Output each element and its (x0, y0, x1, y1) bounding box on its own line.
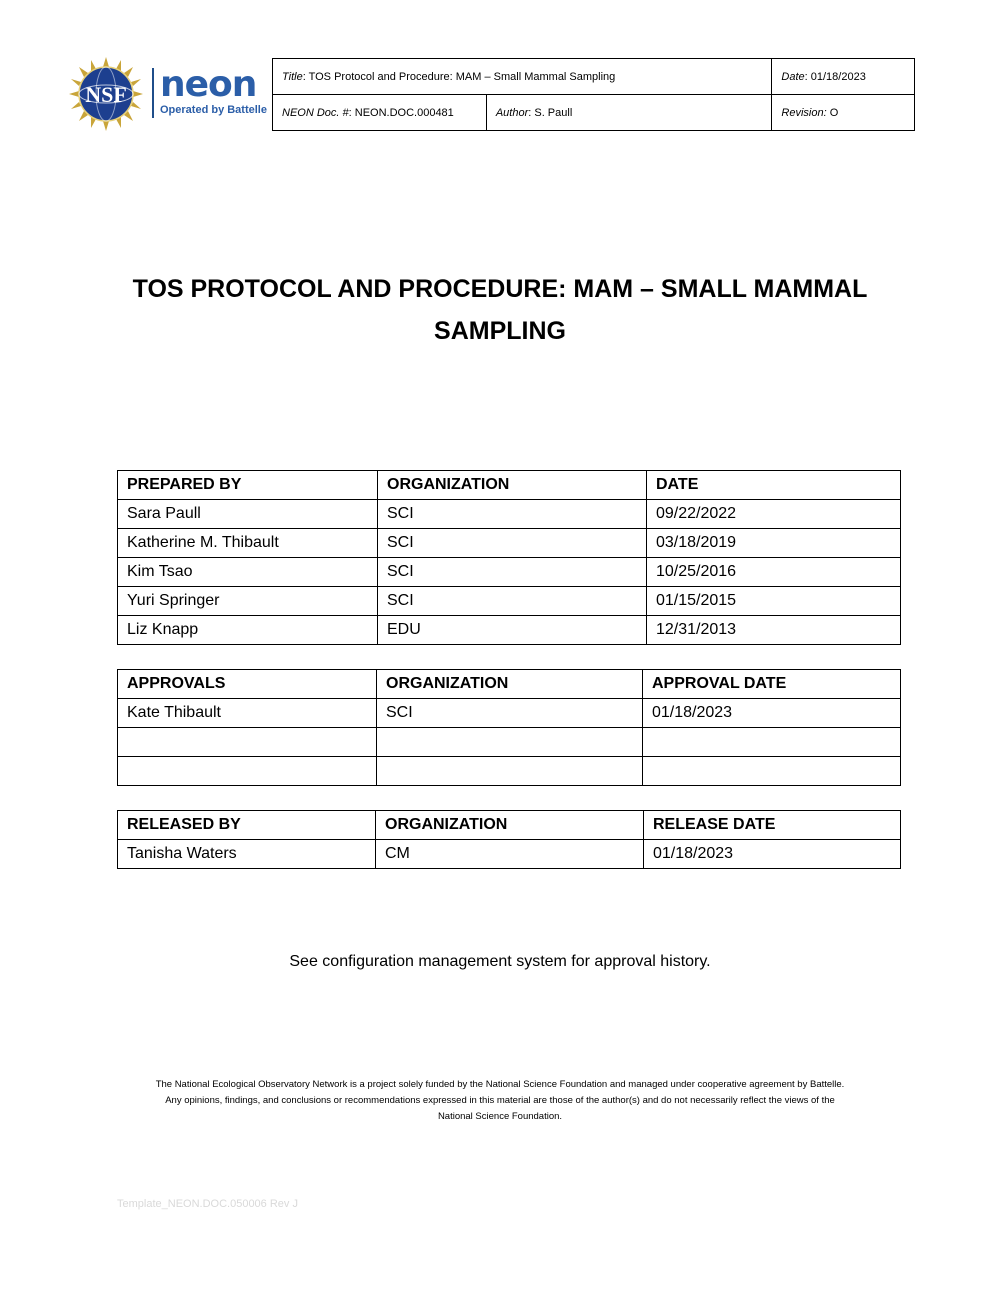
header-revision-value: O (826, 106, 839, 119)
header-author-cell (486, 95, 772, 131)
header-author-label: Author (495, 106, 529, 119)
releaser-organization: CM (376, 840, 644, 869)
approval-date: 01/18/2023 (643, 699, 901, 728)
preparer-date: 01/15/2015 (647, 587, 901, 616)
releaser-name: Tanisha Waters (118, 840, 376, 869)
preparer-name: Yuri Springer (118, 587, 378, 616)
neon-logo-wordmark: neon (160, 64, 257, 105)
table-row (118, 587, 901, 616)
table-row (118, 757, 901, 786)
header-doc-cell (273, 95, 487, 131)
preparer-date: 12/31/2013 (647, 616, 901, 645)
date-header: DATE (647, 471, 901, 500)
released-by-header: RELEASED BY (118, 811, 376, 840)
preparer-name: Kim Tsao (118, 558, 378, 587)
approval-date-header: APPROVAL DATE (643, 670, 901, 699)
preparer-name: Sara Paull (118, 500, 378, 529)
preparer-name: Katherine M. Thibault (118, 529, 378, 558)
table-row (118, 728, 901, 757)
approval-date (643, 728, 901, 757)
document-header-table (272, 58, 915, 131)
preparer-organization: SCI (378, 558, 647, 587)
table-row (118, 529, 901, 558)
disclaimer-line1: The National Ecological Observatory Network is a project solely funded by the National Science Foundation and managed under cooperative agreement by Battelle. (155, 1079, 845, 1090)
header-revision-label: Revision: (781, 106, 827, 119)
approver-name (118, 728, 377, 757)
approvals-header: APPROVALS (118, 670, 377, 699)
table-header-row (118, 670, 901, 699)
header-revision-cell (772, 95, 915, 131)
release-date: 01/18/2023 (644, 840, 901, 869)
preparer-organization: EDU (378, 616, 647, 645)
disclaimer-line2: Any opinions, findings, and conclusions or recommendations expressed in this material are those of the author(s) and do not necessarily reflect the views of the (165, 1095, 835, 1106)
preparer-name: Liz Knapp (118, 616, 378, 645)
header-date-label: Date (781, 70, 805, 83)
table-header-row (118, 471, 901, 500)
table-row (118, 840, 901, 869)
nsf-logo (66, 57, 146, 131)
approver-name (118, 757, 377, 786)
table-row (118, 558, 901, 587)
header-author-value: : S. Paull (528, 106, 573, 119)
organization-header: ORGANIZATION (376, 811, 644, 840)
approver-name: Kate Thibault (118, 699, 377, 728)
approval-history-note: See configuration management system for approval history. (289, 953, 711, 970)
document-title-line1: TOS PROTOCOL AND PROCEDURE: MAM – SMALL MAMMAL (132, 275, 868, 303)
header-title-label: Title (282, 70, 303, 83)
organization-header: ORGANIZATION (378, 471, 647, 500)
preparer-organization: SCI (378, 500, 647, 529)
preparer-organization: SCI (378, 587, 647, 616)
table-header-row (118, 811, 901, 840)
preparer-date: 09/22/2022 (647, 500, 901, 529)
header-date-cell (772, 59, 915, 95)
preparer-date: 10/25/2016 (647, 558, 901, 587)
document-title-line2: SAMPLING (434, 317, 566, 345)
prepared-by-table (117, 470, 901, 645)
preparer-organization: SCI (378, 529, 647, 558)
approver-organization (377, 757, 643, 786)
approver-organization (377, 728, 643, 757)
template-id: Template_NEON.DOC.050006 Rev J (117, 1198, 298, 1210)
preparer-date: 03/18/2019 (647, 529, 901, 558)
approval-date (643, 757, 901, 786)
header-doc-value: : NEON.DOC.000481 (348, 106, 454, 119)
table-row (118, 616, 901, 645)
table-row (118, 500, 901, 529)
logo-divider (152, 68, 154, 118)
prepared-by-header: PREPARED BY (118, 471, 378, 500)
header-doc-label: NEON Doc. # (282, 106, 349, 119)
approver-organization: SCI (377, 699, 643, 728)
release-date-header: RELEASE DATE (644, 811, 901, 840)
nsf-logo-text: NSF (85, 82, 127, 107)
neon-logo-subtitle: Operated by Battelle (160, 104, 267, 116)
approvals-table (117, 669, 901, 786)
header-title-value: : TOS Protocol and Procedure: MAM – Small Mammal Sampling (302, 70, 616, 83)
released-by-table (117, 810, 901, 869)
neon-logo (160, 64, 272, 119)
table-row (118, 699, 901, 728)
disclaimer-line3: National Science Foundation. (437, 1111, 563, 1122)
header-title-cell (273, 59, 772, 95)
document-title (100, 268, 900, 352)
header-date-value: : 01/18/2023 (804, 70, 866, 83)
organization-header: ORGANIZATION (377, 670, 643, 699)
funding-disclaimer (110, 1077, 890, 1125)
